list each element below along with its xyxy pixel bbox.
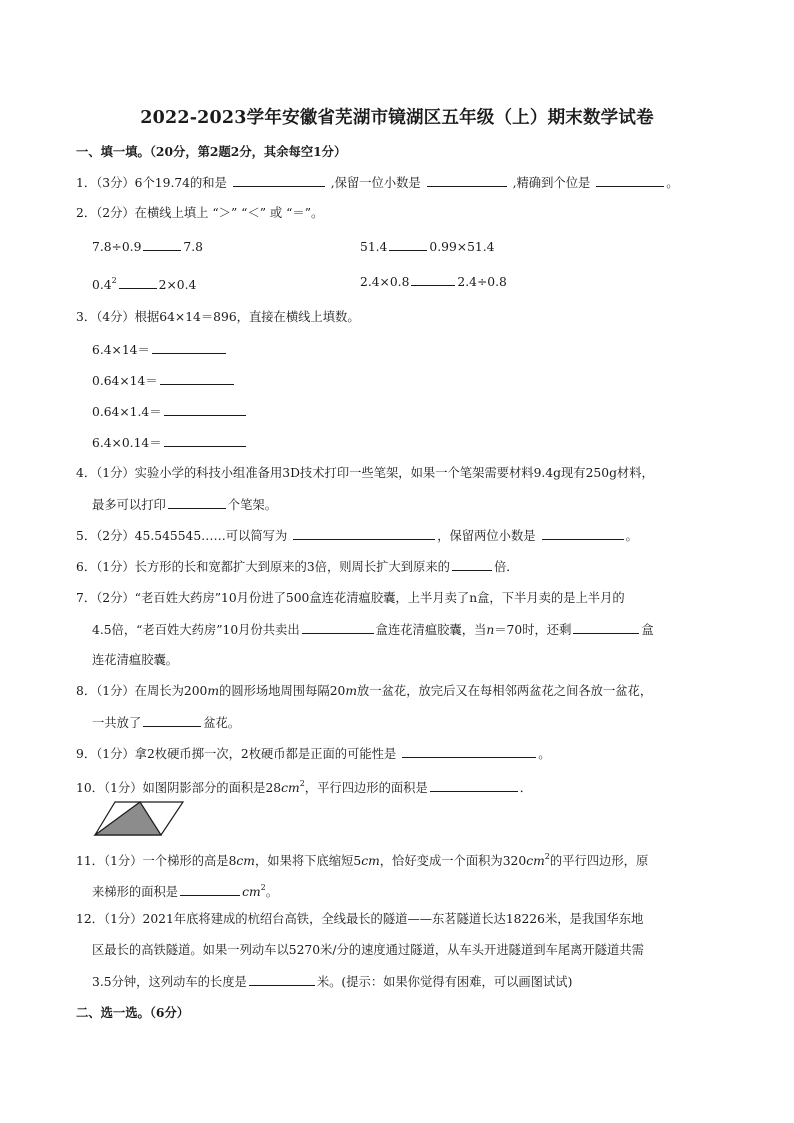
q8-text-f: 一共放了: [92, 716, 142, 730]
q1-text-d: 。: [666, 176, 679, 190]
answer-blank[interactable]: [233, 173, 325, 187]
q10-text-a: 10．（1分）如图阴影部分的面积是28: [76, 781, 282, 795]
answer-blank[interactable]: [152, 340, 226, 354]
q4-text-a: 最多可以打印: [92, 498, 166, 512]
q11-unit: cm: [361, 854, 380, 868]
q3-line-1: [92, 340, 228, 359]
q2-item-3: [92, 272, 196, 294]
question-10: [76, 775, 532, 797]
answer-blank[interactable]: [411, 272, 455, 286]
answer-blank[interactable]: [143, 713, 201, 727]
answer-blank[interactable]: [160, 371, 234, 385]
parallelogram-figure: [93, 800, 185, 838]
answer-blank[interactable]: [164, 402, 246, 416]
q11-unit-exponent: 2: [260, 883, 266, 892]
q1-text-a: 1．（3分）6个19.74的和是: [76, 176, 227, 190]
answer-blank[interactable]: [180, 882, 240, 896]
q2-item-2-right: 0.99×51.4: [429, 240, 495, 254]
q1-text-b: ,保留一位小数是: [330, 176, 421, 190]
section-2-heading: 二、选一选。（6分）: [76, 1005, 190, 1020]
q2-item-4-left: 2.4×0.8: [360, 275, 410, 289]
q3-expr-1: 6.4×14＝: [92, 343, 150, 357]
answer-blank[interactable]: [249, 972, 315, 986]
answer-blank[interactable]: [452, 557, 492, 571]
question-8-line-2: [92, 713, 240, 732]
question-2-stem: 2．（2分）在横线上填上 “＞” “＜” 或 “＝”。: [76, 206, 324, 220]
q2-item-4-right: 2.4÷0.8: [457, 275, 507, 289]
section-1-heading: 一、填一填。（20分，第2题2分，其余每空1分）: [76, 144, 347, 159]
q10-unit: cm: [281, 781, 300, 795]
question-9: [76, 744, 551, 763]
question-12-line-1: 12．（1分）2021年底将建成的杭绍台高铁，全线最长的隧道——东茗隧道长达18226米，是我国华东地: [76, 912, 644, 926]
q3-line-3: [92, 402, 248, 421]
q7-text-e: 盒: [641, 623, 654, 637]
q8-text-c: 的圆形场地周围每隔20: [219, 684, 346, 698]
q11-text-j: 。: [265, 885, 279, 899]
q2-item-1-right: 7.8: [183, 240, 203, 254]
answer-blank[interactable]: [430, 778, 518, 792]
q5-text-b: ，保留两位小数是: [437, 529, 536, 543]
q9-text-b: 。: [538, 747, 551, 761]
q2-item-1-left: 7.8÷0.9: [92, 240, 142, 254]
q12-text-a: 3.5分钟，这列动车的长度是: [92, 975, 247, 989]
question-7-line-2: [92, 620, 654, 639]
answer-blank[interactable]: [143, 237, 181, 251]
q11-text-c: ，如果将下底缩短5: [254, 854, 362, 868]
q8-unit-m: m: [345, 684, 358, 698]
q3-line-4: [92, 433, 248, 452]
q3-expr-4: 6.4×0.14＝: [92, 436, 162, 450]
answer-blank[interactable]: [119, 275, 157, 289]
answer-blank[interactable]: [427, 173, 507, 187]
q11-text-i: 来梯形的面积是: [92, 885, 179, 899]
question-4-line-2: [92, 495, 277, 514]
q11-unit-exponent: 2: [544, 852, 550, 861]
answer-blank[interactable]: [542, 526, 624, 540]
q7-text-d: ＝70时，还剩: [494, 623, 572, 637]
q2-item-3-base: 0.4: [92, 278, 112, 292]
q11-unit: cm: [236, 854, 255, 868]
q10-unit-exponent: 2: [299, 779, 305, 788]
question-11-line-1: [76, 848, 648, 870]
question-6: [76, 557, 519, 576]
question-12-line-2: 区最长的高铁隧道。如果一列动车以5270米/分的速度通过隧道，从车头开进隧道到车尾离开隧道共需: [92, 943, 644, 957]
question-4-line-1: 4．（1分）实验小学的科技小组准备用3D技术打印一些笔架，如果一个笔架需要材料9.4g现有250g材料，: [76, 466, 654, 480]
answer-blank[interactable]: [402, 744, 536, 758]
q11-unit: cm: [526, 854, 545, 868]
q6-text-b: 倍．: [493, 560, 519, 574]
answer-blank[interactable]: [293, 526, 435, 540]
answer-blank[interactable]: [302, 620, 374, 634]
question-3-stem: 3．（4分）根据64×14＝896，直接在横线上填数。: [76, 310, 360, 324]
q8-text-e: 放一盆花，放完后又在每相邻两盆花之间各放一盆花，: [357, 684, 653, 698]
q2-item-2-left: 51.4: [360, 240, 388, 254]
q2-item-1: [92, 237, 203, 256]
answer-blank[interactable]: [573, 620, 639, 634]
q4-text-b: 个笔架。: [227, 498, 277, 512]
q10-text-d: ，平行四边形的面积是: [304, 781, 428, 795]
answer-blank[interactable]: [164, 433, 246, 447]
q6-text-a: 6．（1分）长方形的长和宽都扩大到原来的3倍，则周长扩大到原来的: [76, 560, 450, 574]
q3-expr-3: 0.64×1.4＝: [92, 405, 162, 419]
q5-text-a: 5．（2分）45.545545……可以简写为: [76, 529, 288, 543]
q3-line-2: [92, 371, 236, 390]
question-5: [76, 526, 638, 545]
question-7-line-3: 连花清瘟胶囊。: [92, 653, 179, 667]
q11-text-e: ，恰好变成一个面积为320: [379, 854, 527, 868]
question-7-line-1: 7．（2分）“老百姓大药房”10月份进了500盒连花清瘟胶囊，上半月卖了n盒，下半月卖的是上半月的: [76, 591, 625, 605]
question-11-line-2: [92, 879, 278, 901]
q10-text-e: ．: [519, 781, 533, 795]
q11-unit: cm: [242, 885, 261, 899]
q7-text-a: 4.5倍，“老百姓大药房”10月份共卖出: [92, 623, 300, 637]
page-title: 2022-2023学年安徽省芜湖市镜湖区五年级（上）期末数学试卷: [140, 108, 654, 128]
q9-text-a: 9．（1分）拿2枚硬币掷一次，2枚硬币都是正面的可能性是: [76, 747, 397, 761]
q7-variable-n: n: [486, 623, 495, 637]
q8-text-a: 8．（1分）在周长为200: [76, 684, 208, 698]
q2-item-4: [360, 272, 507, 291]
question-12-line-3: [92, 972, 572, 991]
q2-item-3-right: 2×0.4: [158, 278, 197, 292]
question-1: [76, 173, 679, 192]
q12-text-b: 米。(提示：如果你觉得有困难，可以画图试试): [316, 975, 573, 989]
q11-text-a: 11．（1分）一个梯形的高是8: [76, 854, 237, 868]
q5-text-c: 。: [625, 529, 638, 543]
q11-text-h: 的平行四边形，原: [549, 854, 649, 868]
q1-text-c: ,精确到个位是: [512, 176, 591, 190]
answer-blank[interactable]: [596, 173, 664, 187]
q3-expr-2: 0.64×14＝: [92, 374, 158, 388]
q8-text-g: 盆花。: [203, 716, 241, 730]
q7-text-b: 盒连花清瘟胶囊，当: [375, 623, 487, 637]
question-8-line-1: [76, 682, 652, 700]
answer-blank[interactable]: [168, 495, 226, 509]
q2-item-2: [360, 237, 494, 256]
q8-unit-m: m: [207, 684, 220, 698]
q2-item-3-exponent: 2: [111, 276, 117, 285]
answer-blank[interactable]: [389, 237, 427, 251]
